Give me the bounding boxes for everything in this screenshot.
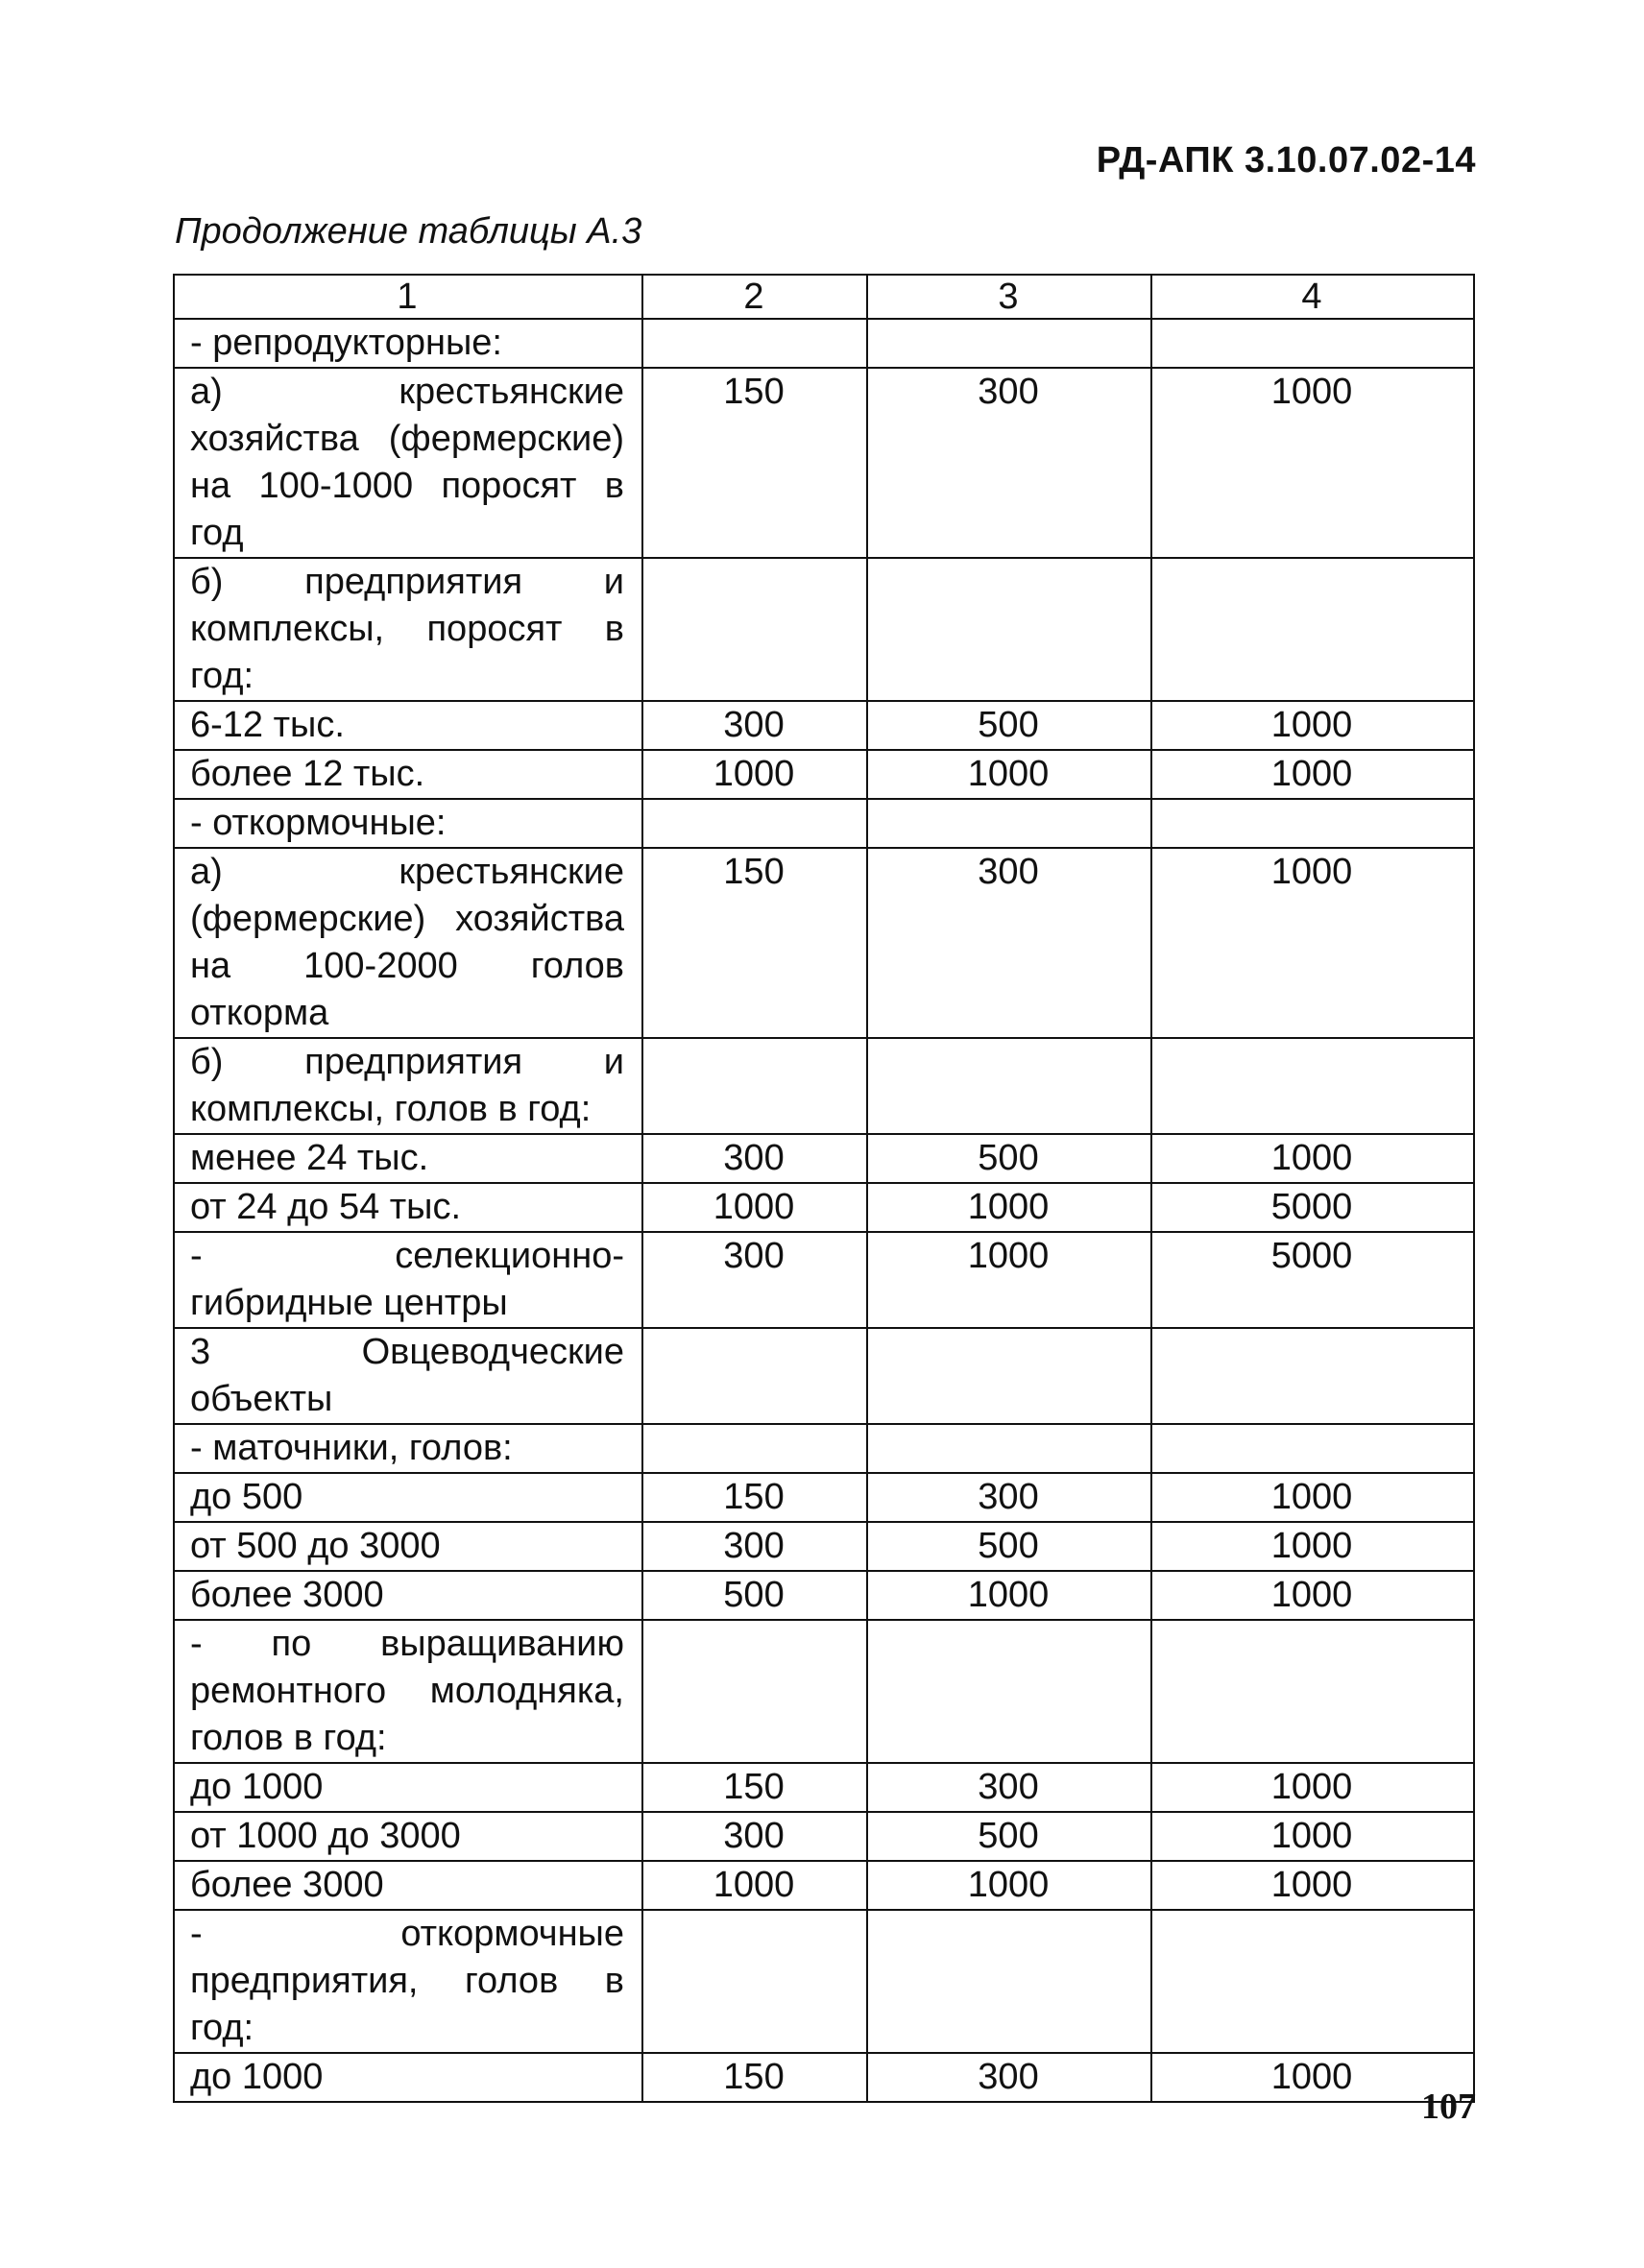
row-label: б) предприятия и комплексы, поросят в год: <box>174 558 642 701</box>
table-header-row <box>174 275 1474 319</box>
value-cell: 1000 <box>642 1861 867 1910</box>
value-cell: 150 <box>642 368 867 558</box>
row-label: а) крестьянские (фермерские) хозяйства на 100-2000 голов откорма <box>174 848 642 1038</box>
value-cell: 500 <box>642 1571 867 1620</box>
row-label: более 3000 <box>174 1861 642 1910</box>
table-row <box>174 1424 1474 1473</box>
document-code: РД-АПК 3.10.07.02-14 <box>1096 140 1476 181</box>
value-cell: 1000 <box>1151 2053 1474 2102</box>
value-cell: 1000 <box>867 1232 1151 1328</box>
row-label: до 1000 <box>174 1763 642 1812</box>
value-cell: 300 <box>867 2053 1151 2102</box>
column-header: 3 <box>867 275 1151 319</box>
value-cell: 300 <box>642 1134 867 1183</box>
value-cell <box>867 799 1151 848</box>
value-cell: 1000 <box>1151 1571 1474 1620</box>
row-label: - селекционно-гибридные центры <box>174 1232 642 1328</box>
table-row <box>174 1522 1474 1571</box>
value-cell <box>1151 1038 1474 1134</box>
value-cell: 1000 <box>867 1571 1151 1620</box>
data-table <box>173 274 1475 2103</box>
column-header: 4 <box>1151 275 1474 319</box>
value-cell: 300 <box>642 1232 867 1328</box>
row-label: от 500 до 3000 <box>174 1522 642 1571</box>
value-cell: 300 <box>867 848 1151 1038</box>
value-cell: 500 <box>867 1812 1151 1861</box>
value-cell <box>1151 1910 1474 2053</box>
value-cell: 300 <box>642 1812 867 1861</box>
value-cell: 500 <box>867 1522 1151 1571</box>
table-row <box>174 1038 1474 1134</box>
value-cell: 1000 <box>867 1861 1151 1910</box>
table-row <box>174 319 1474 368</box>
table-row <box>174 2053 1474 2102</box>
value-cell <box>1151 799 1474 848</box>
row-label: - откормочные: <box>174 799 642 848</box>
value-cell <box>867 1038 1151 1134</box>
value-cell <box>642 1620 867 1763</box>
value-cell: 5000 <box>1151 1232 1474 1328</box>
value-cell <box>867 1424 1151 1473</box>
value-cell <box>867 558 1151 701</box>
value-cell <box>642 558 867 701</box>
value-cell <box>867 1620 1151 1763</box>
row-label: - репродукторные: <box>174 319 642 368</box>
value-cell: 150 <box>642 848 867 1038</box>
value-cell: 1000 <box>1151 1861 1474 1910</box>
value-cell: 1000 <box>867 1183 1151 1232</box>
value-cell: 150 <box>642 1473 867 1522</box>
row-label: 6-12 тыс. <box>174 701 642 750</box>
value-cell: 1000 <box>1151 848 1474 1038</box>
row-label: менее 24 тыс. <box>174 1134 642 1183</box>
table-row <box>174 701 1474 750</box>
table-row <box>174 1620 1474 1763</box>
row-label: б) предприятия и комплексы, голов в год: <box>174 1038 642 1134</box>
value-cell: 1000 <box>1151 1134 1474 1183</box>
value-cell <box>1151 1424 1474 1473</box>
row-label: 3 Овцеводческие объекты <box>174 1328 642 1424</box>
row-label: более 12 тыс. <box>174 750 642 799</box>
table-row <box>174 1571 1474 1620</box>
value-cell: 500 <box>867 701 1151 750</box>
value-cell <box>1151 558 1474 701</box>
row-label: - откормочные предприятия, голов в год: <box>174 1910 642 2053</box>
column-header: 1 <box>174 275 642 319</box>
table-row <box>174 558 1474 701</box>
table-row <box>174 1763 1474 1812</box>
value-cell: 1000 <box>1151 1473 1474 1522</box>
value-cell <box>1151 1620 1474 1763</box>
value-cell <box>642 799 867 848</box>
value-cell <box>1151 1328 1474 1424</box>
table-row <box>174 1134 1474 1183</box>
value-cell <box>867 1910 1151 2053</box>
value-cell <box>1151 319 1474 368</box>
table-row <box>174 1861 1474 1910</box>
row-label: до 500 <box>174 1473 642 1522</box>
table-row <box>174 1183 1474 1232</box>
row-label: от 1000 до 3000 <box>174 1812 642 1861</box>
value-cell <box>867 319 1151 368</box>
value-cell: 1000 <box>1151 1812 1474 1861</box>
column-header: 2 <box>642 275 867 319</box>
table-row <box>174 1812 1474 1861</box>
value-cell: 1000 <box>1151 750 1474 799</box>
value-cell: 1000 <box>1151 1763 1474 1812</box>
row-label: от 24 до 54 тыс. <box>174 1183 642 1232</box>
page-number: 107 <box>1421 2087 1476 2127</box>
value-cell: 300 <box>642 701 867 750</box>
table-row <box>174 1328 1474 1424</box>
row-label: - по выращиванию ремонтного молодняка, голов в год: <box>174 1620 642 1763</box>
value-cell <box>642 1424 867 1473</box>
value-cell <box>642 1328 867 1424</box>
value-cell: 1000 <box>1151 368 1474 558</box>
value-cell <box>642 319 867 368</box>
value-cell: 5000 <box>1151 1183 1474 1232</box>
value-cell: 1000 <box>1151 701 1474 750</box>
row-label: а) крестьянские хозяйства (фермерские) на 100-1000 поросят в год <box>174 368 642 558</box>
value-cell: 1000 <box>867 750 1151 799</box>
table-row <box>174 368 1474 558</box>
table-row <box>174 1232 1474 1328</box>
value-cell: 1000 <box>642 1183 867 1232</box>
value-cell: 300 <box>867 1473 1151 1522</box>
value-cell <box>642 1910 867 2053</box>
table-row <box>174 1473 1474 1522</box>
value-cell <box>642 1038 867 1134</box>
value-cell: 300 <box>867 368 1151 558</box>
table-row <box>174 799 1474 848</box>
value-cell: 150 <box>642 2053 867 2102</box>
value-cell: 500 <box>867 1134 1151 1183</box>
table-row <box>174 848 1474 1038</box>
value-cell: 1000 <box>642 750 867 799</box>
value-cell <box>867 1328 1151 1424</box>
row-label: - маточники, голов: <box>174 1424 642 1473</box>
row-label: более 3000 <box>174 1571 642 1620</box>
value-cell: 1000 <box>1151 1522 1474 1571</box>
value-cell: 150 <box>642 1763 867 1812</box>
value-cell: 300 <box>867 1763 1151 1812</box>
table-row <box>174 1910 1474 2053</box>
table-caption: Продолжение таблицы А.3 <box>175 211 642 252</box>
row-label: до 1000 <box>174 2053 642 2102</box>
value-cell: 300 <box>642 1522 867 1571</box>
table-row <box>174 750 1474 799</box>
